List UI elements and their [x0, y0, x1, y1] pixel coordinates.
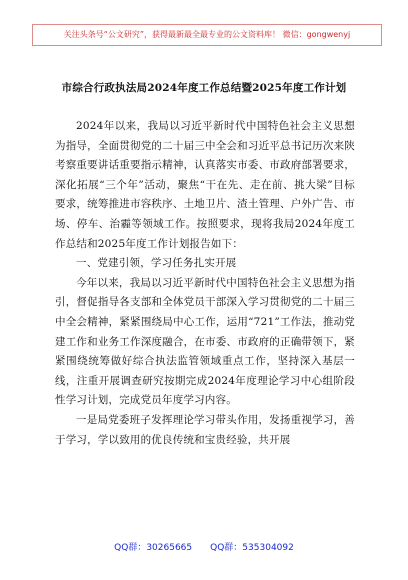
document-title: 市综合行政执法局2024年度工作总结暨2025年度工作计划: [61, 82, 347, 94]
footer-qq-group-1: QQ群：30265665: [114, 543, 193, 553]
paragraph-leadership-study: 一是局党委班子发挥理论学习带头作用，发扬重视学习，善于学习，学以致用的优良传统和宝贵经验，共开展: [55, 413, 355, 446]
paragraph-party-building: 今年以来，我局以习近平新时代中国特色社会主义思想为指引，督促指导各支部和全体党员干部深入学习贯彻党的二十届三中全会精神，紧紧围绕局中心工作，运用“721”工作法，推动党建工作和业务工作深度融合，在市委、市政府的正确带领下，紧紧围绕统筹做好综合执法监管领域重点工作，坚持深入基层一线，注重开展调查研究按期完成2024年度理论学习中心组阶段性学习计划，完成党员年度学习内容。: [55, 276, 355, 407]
paragraph-intro: 2024年以来，我局以习近平新时代中国特色社会主义思想为指导，全面贯彻党的二十届三中全会和习近平总书记历次来陕考察重要讲话重要指示精神，认真落实市委、市政府部署要求，深化拓展“三个年”活动，聚焦“干在先、走在前、挑大梁”目标要求，统筹推进市容秩序、土地卫片、渣土管理、户外广告、市场、停车、治霾等领域工作。按照要求，现将我局2024年度工作总结和2025年度工作计划报告如下：: [55, 120, 355, 250]
footer-qq-group-2: QQ群：535304092: [210, 543, 294, 553]
promo-banner: [32, 24, 382, 46]
document-body: [55, 117, 355, 450]
section-heading-1: 一、党建引领，学习任务扎实开展: [76, 257, 237, 270]
footer-qq-groups: [0, 540, 408, 553]
promo-banner-text: 关注头条号“公文研究”，获得最新最全最专业的公文资料库！ 微信：gongwenyj: [63, 30, 351, 39]
